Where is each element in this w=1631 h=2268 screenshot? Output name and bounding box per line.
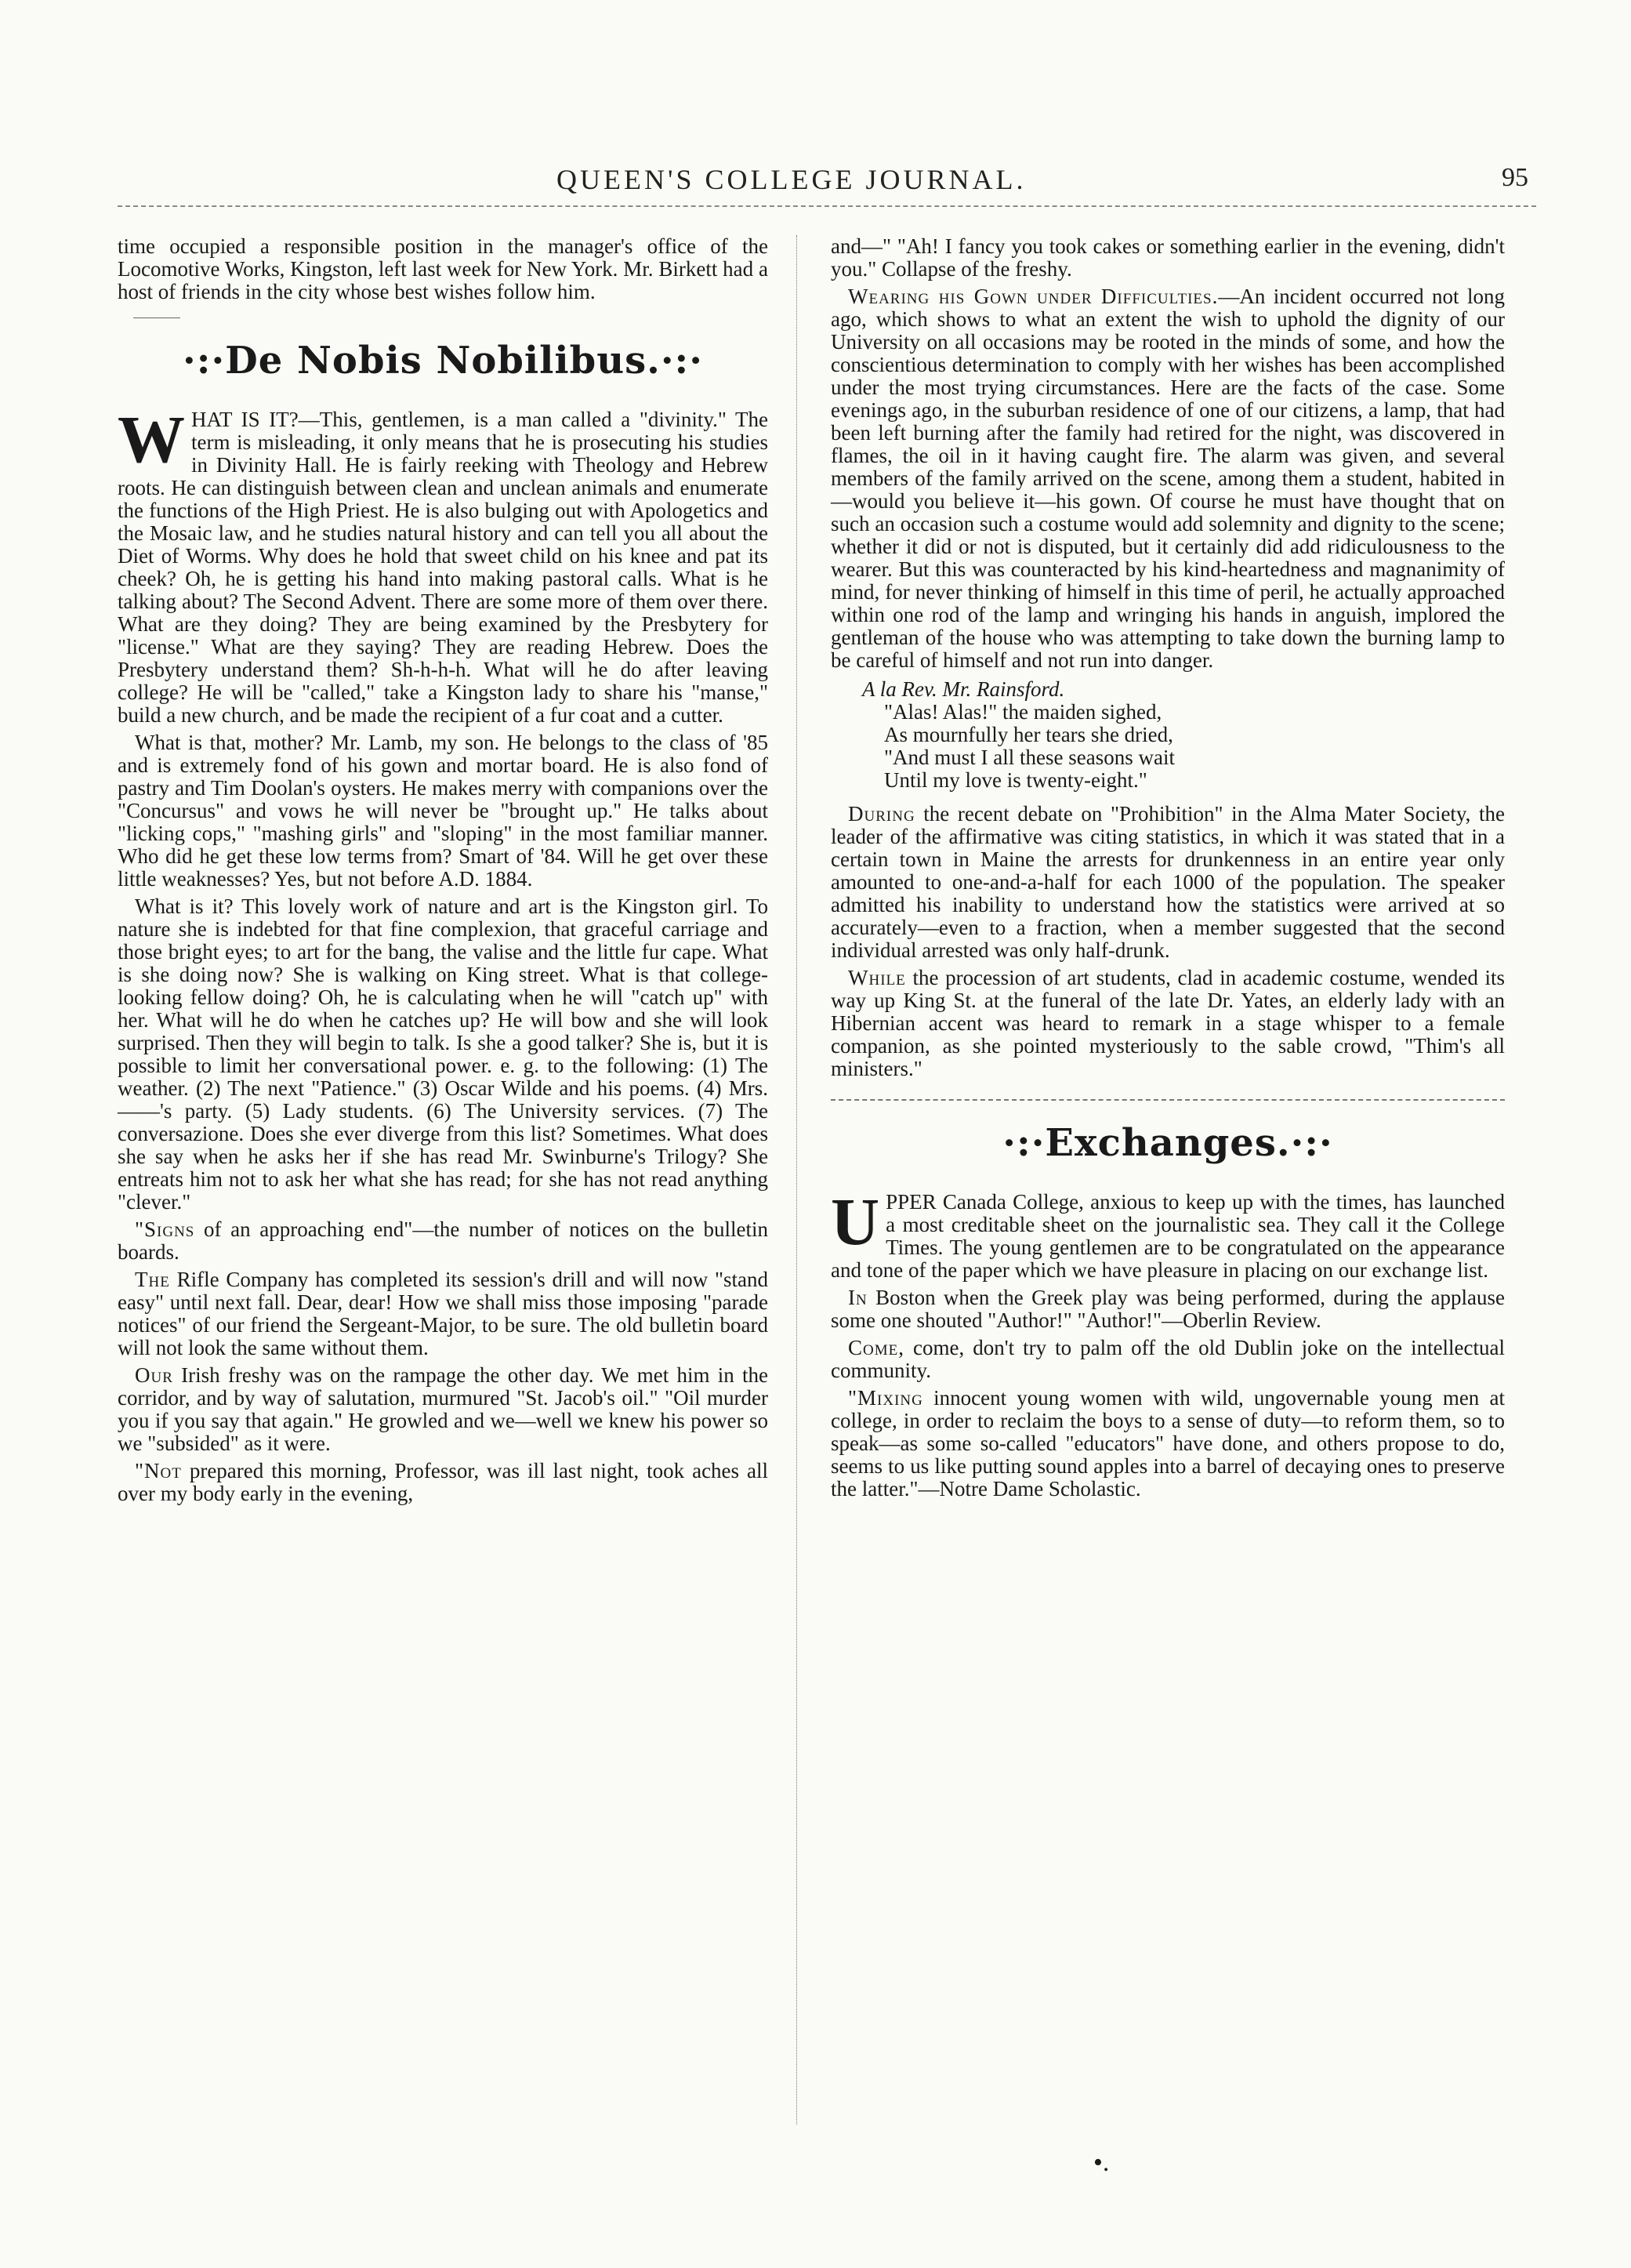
paragraph-text: of an approaching end"—the number of notices on the bulletin boards. [118,1217,768,1264]
paragraph-text: Boston when the Greek play was being performed, during the applause some one shouted "Author!" "Author!"—Oberlin Review. [831,1286,1505,1332]
poem-line: "And must I all these seasons wait [884,746,1175,769]
paragraph-prohibition [831,803,1505,962]
lead-heading: Wearing his Gown under Difficulties. [848,285,1219,308]
paragraph-text: the procession of art students, clad in academic costume, wended its way up King St. at the funeral of the late Dr. Yates, an elderly lady with an Hibernian accent was heard to remark in a stage whisper to a female companion, as she pointed mysteriously to the sable crowd, "Thim's all ministers." [831,966,1506,1080]
paragraph-text: innocent young women with wild, ungovernable young men at college, in order to reclaim the boys to a sense of duty—to reform them, so to speak—as some so-called "educators" have done, and others propose to do, seems to us like putting sound apples into a barrel of decaying ones to preserve the latter."—Notre Dame Scholastic. [831,1386,1506,1501]
paragraph-boston [831,1286,1505,1332]
right-column [831,235,1505,1505]
paragraph-freshy-continued: and—" "Ah! I fancy you took cakes or something earlier in the evening, didn't you." Collapse of the freshy. [831,234,1505,281]
left-column [118,235,768,1510]
poem-line: Until my love is twenty-eight." [884,768,1147,792]
intro-paragraph: time occupied a responsible position in the manager's office of the Locomotive Works, Kingston, left last week for New York. Mr. Birkett had a host of friends in the city whose best wishes follow him. [118,234,768,303]
paragraph-rifle-company [118,1268,768,1359]
section-title-de-nobis: ·:·De Nobis Nobilibus.·:· [183,339,703,383]
poem-dedication: A la Rev. Mr. Rainsford. [862,677,1065,701]
paragraph-not-prepared [118,1460,768,1505]
lead-word: In [848,1286,868,1309]
paragraph-text: Rifle Company has completed its session's drill and will now "stand easy" until next fall. Dear, dear! How we shall miss those imposing "parade notices" of our friend the Sergeant-Major, to be sure. The old bulletin board will not look the same without them. [118,1268,768,1359]
poem-line: As mournfully her tears she dried, [884,723,1173,746]
paragraph-text: Irish freshy was on the rampage the other day. We met him in the corridor, and by way of salutation, murmured "St. Jacob's oil." "Oil murder you if you say that again." He growled and we—well we knew his power so we "subsided" as it were. [118,1363,768,1455]
paragraph-come [831,1337,1505,1382]
lead-word: The [135,1268,170,1291]
lead-word: Come, [848,1336,904,1359]
poem-block [862,678,1505,792]
footer-mark: •. [1093,2148,1110,2177]
paragraph-text: HAT IS IT?—This, gentlemen, is a man called a "divinity." The term is misleading, it only means that he is prosecuting his studies in Divinity Hall. He is fairly reeking with Theology and Hebrew roots. He can distinguish between clean and unclean animals and enumerate the functions of the High Priest. He is also bulging out with Apologetics and the Mosaic law, and he studies natural history and can tell you all about the Diet of Worms. Why does he hold that sweet child on his knee and pat its cheek? Oh, he is getting his hand into making pastoral calls. What is he talking about? The Second Advent. There are some more of them over there. What are they doing? They are being examined by the Presbytery for "license." What are they saying? They are reading Hebrew. Does the Presbytery understand them? Sh-h-h-h. What will he do after leaving college? He will be "called," take a Kingston lady to share his "manse," build a new church, and be made the recipient of a fur coat and a cutter. [118,408,768,727]
header-rule [118,205,1536,207]
drop-cap: U [831,1184,880,1259]
paragraph-irish-freshy [118,1364,768,1455]
lead-word: While [848,966,906,989]
paragraph-mr-lamb: What is that, mother? Mr. Lamb, my son. He belongs to the class of '85 and is extremely fond of his gown and mortar board. He is also fond of pastry and Tim Doolan's oysters. He makes merry with companions over the "Concursus" and vows he will never be "brought up." He talks about "licking cops," "mashing girls" and "sloping" in the most familiar manner. Who did he get these low terms from? Smart of '84. Will he get over these little weaknesses? Yes, but not before A.D. 1884. [118,731,768,891]
page-number: 95 [1502,163,1528,192]
journal-title: QUEEN'S COLLEGE JOURNAL. [556,164,1027,195]
column-divider [796,235,797,2125]
paragraph-procession [831,967,1505,1080]
running-header [118,163,1528,202]
paragraph-text: PPER Canada College, anxious to keep up with the times, has launched a most creditable sheet on the journalistic sea. They call it the College Times. The young gentlemen are to be congratulated on the appearance and tone of the paper which we have pleasure in placing on our exchange list. [831,1190,1505,1282]
poem-line: "Alas! Alas!" the maiden sighed, [884,700,1162,724]
paragraph-text: come, don't try to palm off the old Dublin joke on the intellectual community. [831,1336,1506,1382]
paragraph-divinity [118,401,768,727]
section-rule [831,1099,1505,1101]
lead-word: "Signs [135,1217,195,1241]
lead-word: Our [135,1363,173,1387]
lead-word: "Not [135,1459,182,1482]
paragraph-wearing-gown [831,285,1505,672]
paragraph-text: —An incident occurred not long ago, which shows to what an extent the wish to uphold the dignity of our University on all occasions may be rooted in the minds of some, and how the conscientious determination to comply with her wishes has been accomplished under the most trying circumstances. Here are the facts of the case. Some evenings ago, in the suburban residence of one of our citizens, a lamp, that had been left burning after the family had retired for the night, was discovered in flames, the oil in it having caught fire. The alarm was given, and several members of the family arrived on the scene, among them a student, habited in—would you believe it—his gown. Of course he must have thought that on such an occasion such a costume would add solemnity and dignity to the scene; whether it did or not is disputed, but it certainly did add ridiculousness to the wearer. But this was counteracted by his kind-heartedness and magnanimity of mind, for never thinking of himself in this time of peril, he actually approached within one rod of the lamp and wringing his hands in anguish, implored the gentleman of the house who was attempting to take down the burning lamp to be careful of himself and not run into danger. [831,285,1505,672]
paragraph-text: the recent debate on "Prohibition" in the Alma Mater Society, the leader of the affirmative was citing statistics, in which it was stated that in a certain town in Maine the arrests for drunkenness in an entire year only amounted to one-and-a-half for each 1000 of the population. The speaker admitted his inability to understand how the statistics were arrived at so accurately—even to a fraction, when a member suggested that the second individual arrested was only half-drunk. [831,802,1506,962]
section-title-exchanges: ·:·Exchanges.·:· [1002,1121,1333,1165]
lead-word: "Mixing [848,1386,923,1410]
lead-word: During [848,802,915,826]
paragraph-mixing [831,1387,1505,1501]
paragraph-kingston-girl: What is it? This lovely work of nature and art is the Kingston girl. To nature she is indebted for that fine complexion, that graceful carriage and those bright eyes; to art for the bang, the valise and the little fur cape. What is she doing now? She is walking on King street. What is that college-looking fellow doing? Oh, he is calculating when he will "catch up" with her. What will he do when he catches up? He will bow and she will look surprised. Then they will begin to talk. Is she a good talker? She is, but it is possible to limit her conversational power. e. g. to the following: (1) The weather. (2) The next "Patience." (3) Oscar Wilde and his poems. (4) Mrs. ——'s party. (5) Lady students. (6) The University services. (7) The conversazione. Does she ever diverge from this list? Sometimes. What does she say when he asks her if she has read Mr. Swinburne's Trilogy? She entreats him not to ask her what she has read; for she has not read anything "clever." [118,894,768,1214]
paragraph-text: prepared this morning, Professor, was ill last night, took aches all over my body early in the evening, [118,1459,768,1505]
drop-cap: W [118,401,185,477]
paragraph-signs [118,1218,768,1264]
paragraph-upper-canada [831,1184,1505,1282]
